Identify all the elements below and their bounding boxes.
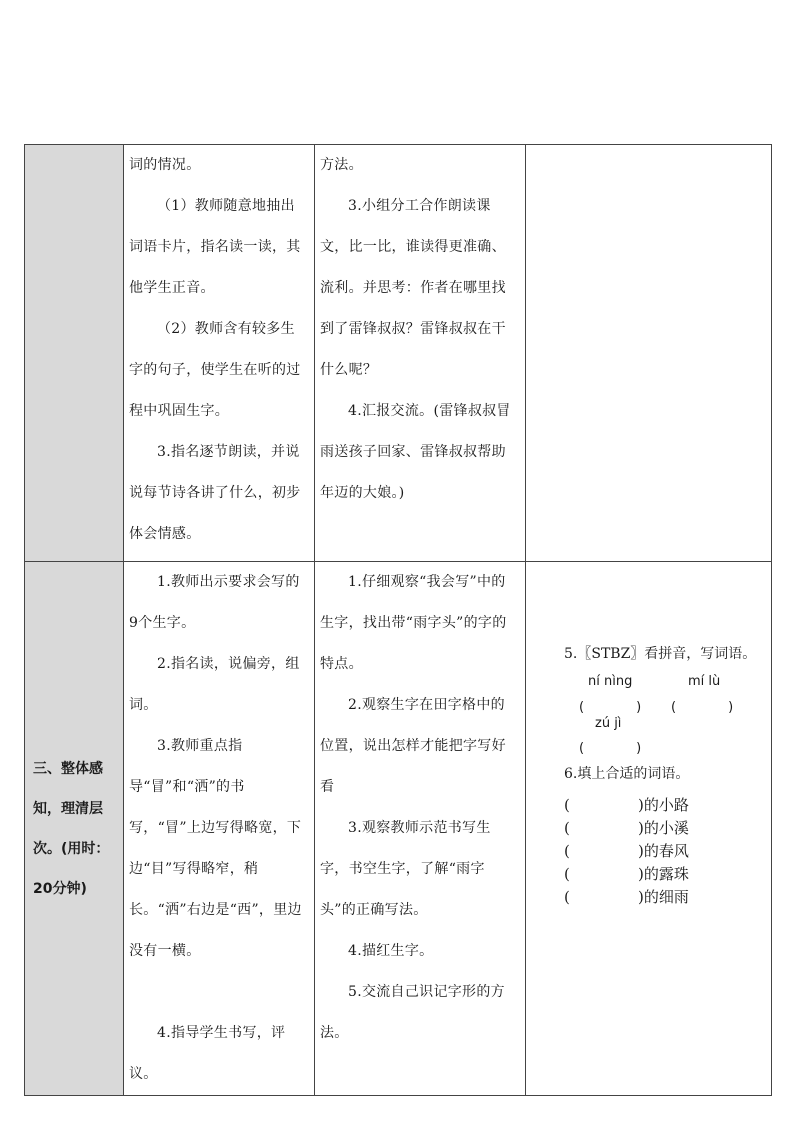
answer-parens: ( ) (671, 700, 734, 715)
student-activity-cell (315, 145, 526, 562)
section-label-cell (25, 145, 124, 562)
text-paragraph: 3.教师重点指导“冒”和“洒”的书写，“冒”上边写得略宽，下边“目”写得略窄，稍长。“洒”右边是“西”，里边没有一横。 (129, 738, 302, 959)
text-paragraph: 4.描红生字。 (348, 943, 434, 959)
answer-parens: ( ) (579, 700, 642, 715)
text-paragraph: 4.指导学生书写，评议。 (129, 1025, 286, 1082)
text-paragraph: 方法。 (320, 157, 363, 173)
text-paragraph: 词的情况。 (129, 157, 201, 173)
pinyin-exercise (564, 674, 763, 756)
text-paragraph: （1）教师随意地抽出词语卡片，指名读一读，其他学生正音。 (129, 198, 301, 296)
text-paragraph: 2.观察生字在田字格中的位置，说出怎样才能把字写好看 (320, 697, 506, 795)
text-paragraph: 1.仔细观察“我会写”中的生字，找出带“雨字头”的字的特点。 (320, 574, 507, 672)
text-paragraph: （2）教师含有较多生字的句子，使学生在听的过程中巩固生字。 (129, 321, 301, 419)
fill-in-item: ( )的春风 (564, 842, 689, 860)
text-paragraph: 4.汇报交流。(雷锋叔叔冒雨送孩子回家、雷锋叔叔帮助年迈的大娘。) (320, 403, 511, 501)
fill-in-item: ( )的露珠 (564, 865, 689, 883)
text-paragraph: 3.观察教师示范书写生字，书空生字，了解“雨字头”的正确写法。 (320, 820, 491, 918)
section-label-cell (25, 562, 124, 1096)
pinyin-3: zú jì (595, 716, 622, 731)
fill-in-item: ( )的小溪 (564, 819, 689, 837)
exercise-cell (526, 562, 772, 1096)
exercise-5-title: 5.〖STBZ〗看拼音，写词语。 (564, 646, 757, 662)
table-row (25, 145, 772, 562)
exercise-cell (526, 145, 772, 562)
text-paragraph: 3.小组分工合作朗读课文，比一比，谁读得更准确、流利。并思考：作者在哪里找到了雷锋叔叔？雷锋叔叔在干什么呢？ (320, 198, 506, 378)
text-paragraph: 2.指名读，说偏旁，组词。 (129, 656, 300, 713)
text-paragraph: 1.教师出示要求会写的9个生字。 (129, 574, 300, 631)
pinyin-1: ní nìng (588, 674, 633, 689)
pinyin-2: mí lù (688, 674, 721, 689)
teacher-activity-cell (124, 145, 315, 562)
text-paragraph: 5.交流自己识记字形的方法。 (320, 984, 505, 1041)
answer-parens: ( ) (579, 741, 642, 756)
fill-in-item: ( )的细雨 (564, 888, 689, 906)
table-row (25, 562, 772, 1096)
section-label: 三、整体感知，理清层次。(用时：20分钟) (33, 760, 110, 897)
fill-in-item: ( )的小路 (564, 796, 689, 814)
fill-in-list (564, 794, 763, 909)
teacher-activity-cell (124, 562, 315, 1096)
exercise-6-title: 6.填上合适的词语。 (564, 766, 690, 782)
lesson-plan-table (24, 144, 772, 1096)
text-paragraph: 3.指名逐节朗读，并说说每节诗各讲了什么，初步体会情感。 (129, 444, 301, 542)
student-activity-cell (315, 562, 526, 1096)
